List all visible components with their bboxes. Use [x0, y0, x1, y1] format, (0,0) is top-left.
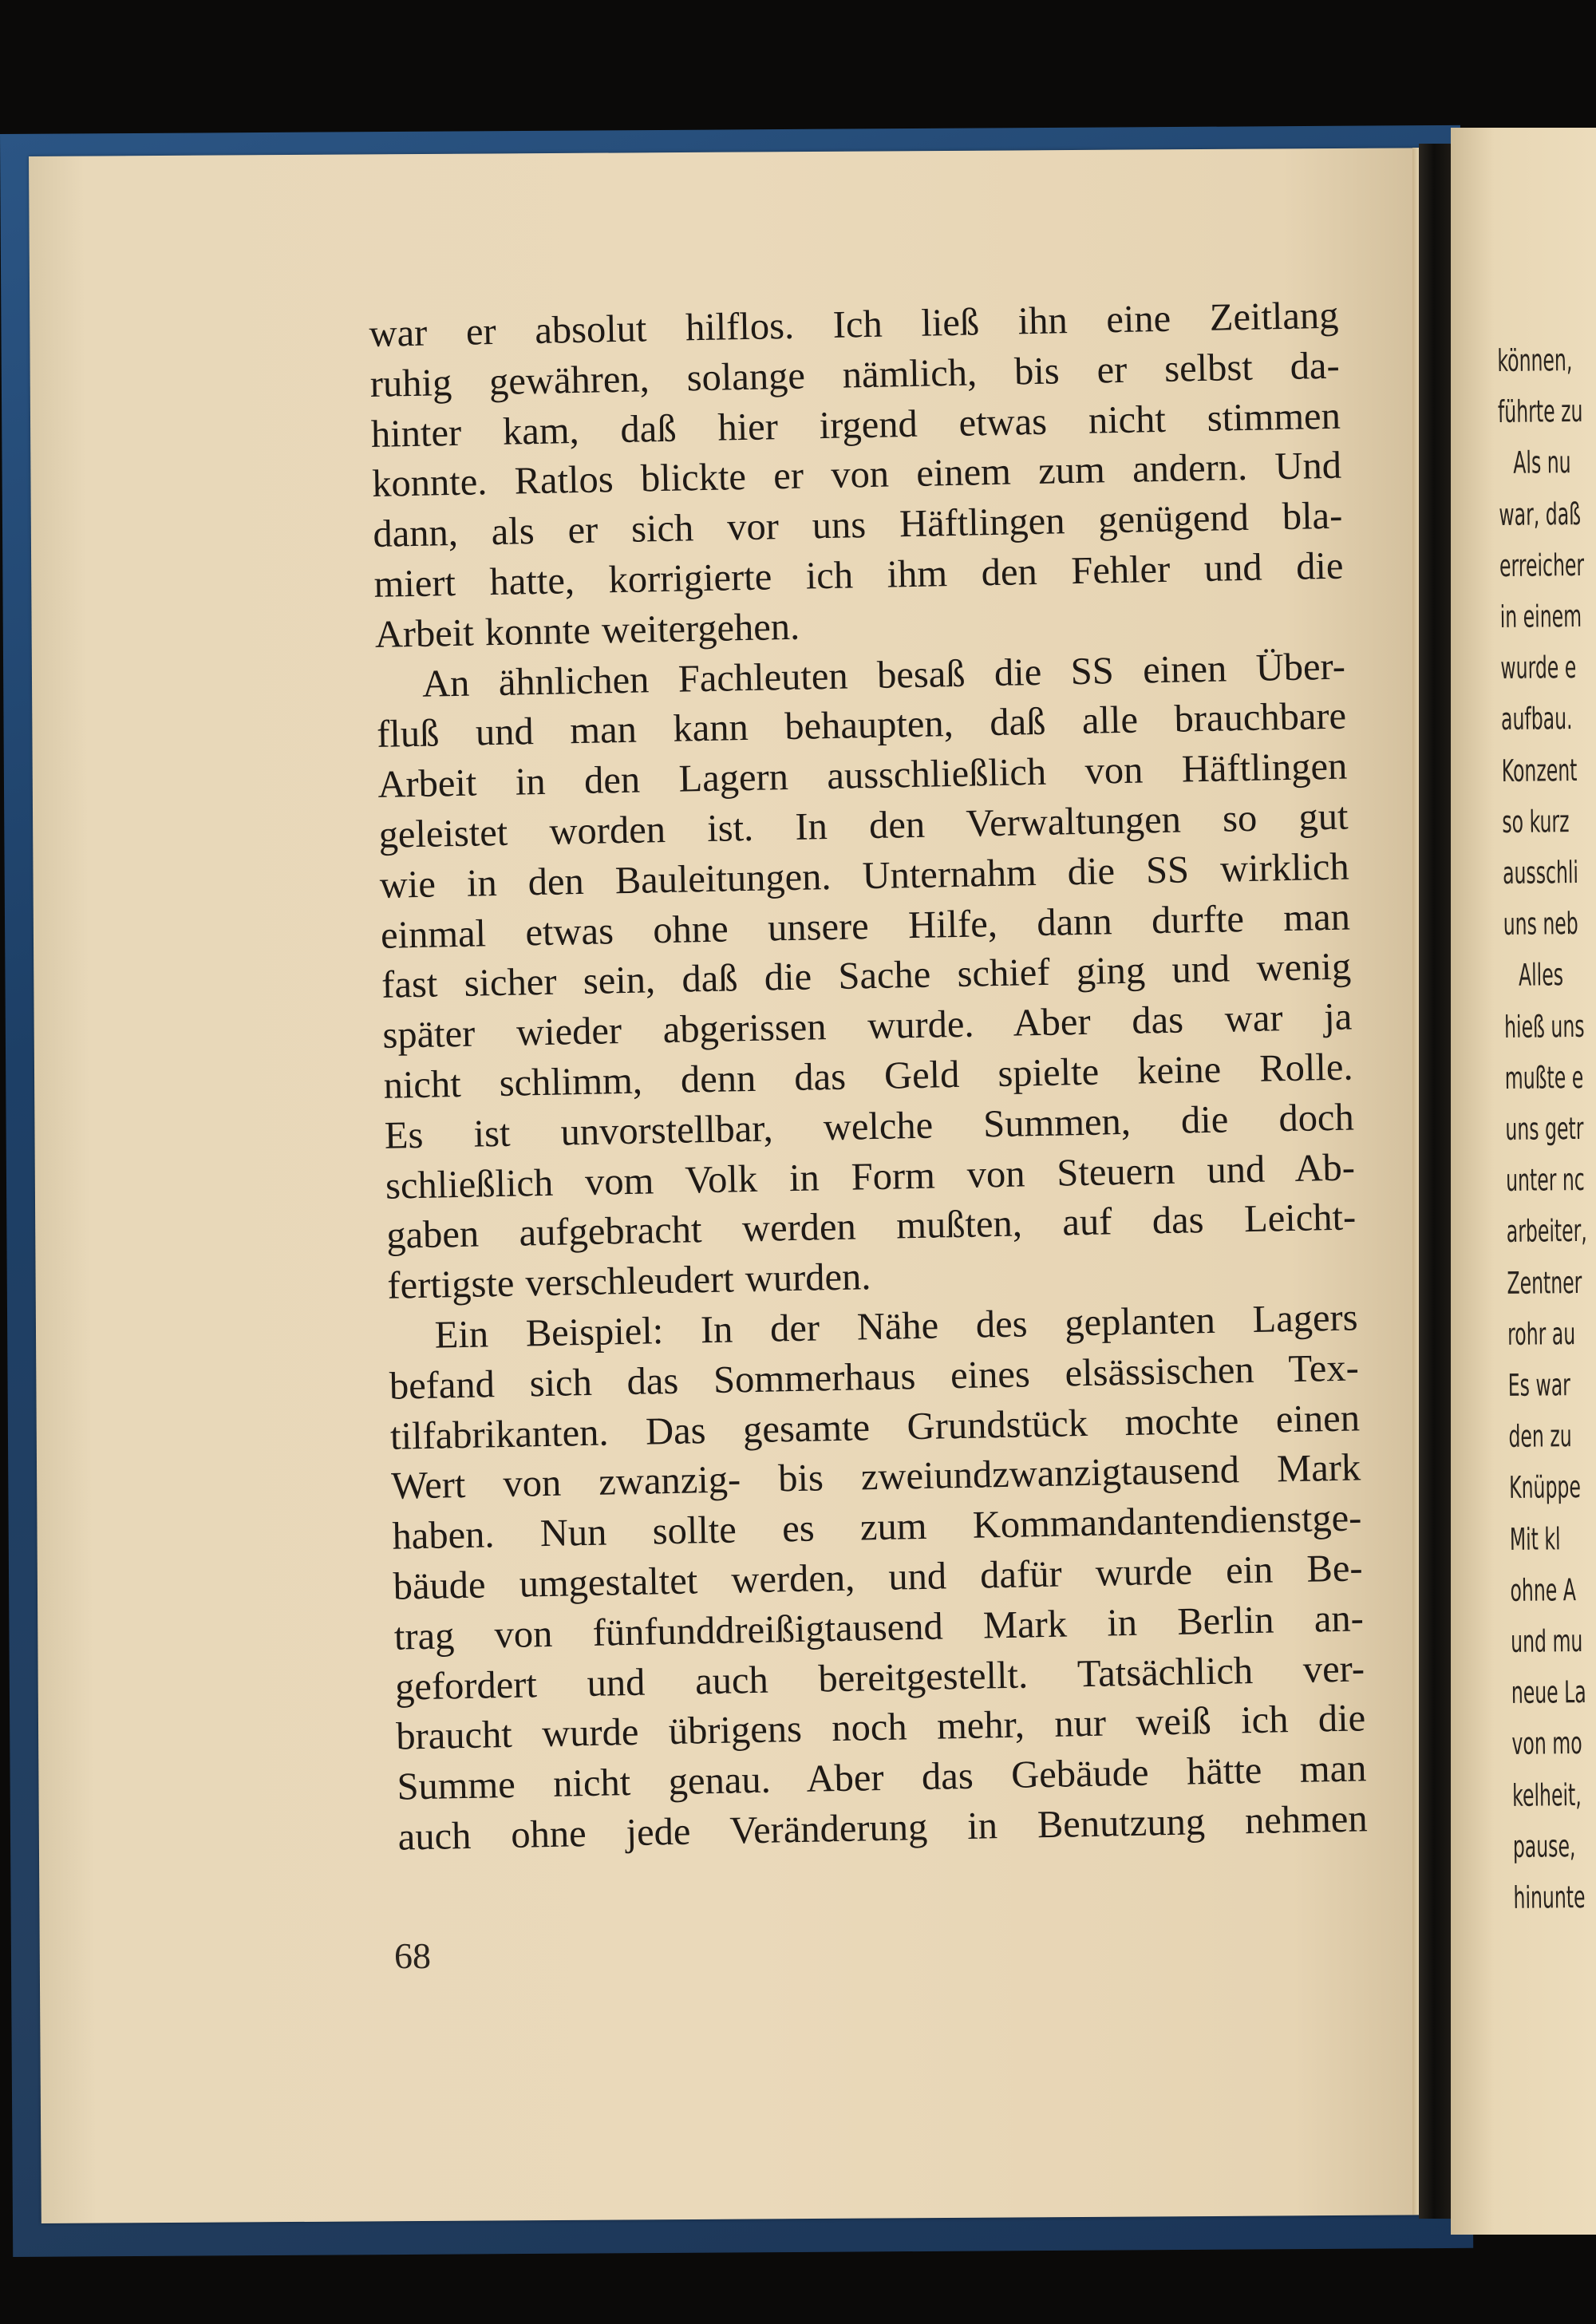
text-line: ruhig gewähren, solange nämlich, bis er selbst da- [369, 344, 1341, 405]
text-line: Summe nicht genau. Aber das Gebäude hätte man [397, 1747, 1367, 1808]
left-page-text [369, 291, 1368, 1864]
text-line: An ähnlichen Fachleuten besaß die SS einen Über- [421, 645, 1346, 706]
text-line: Arbeit konnte weitergehen. [374, 605, 800, 656]
text-line: wie in den Bauleitungen. Unternahm die SS wirklich [379, 845, 1350, 907]
right-page-line: Mit kl [1509, 1520, 1561, 1557]
text-line: Arbeit in den Lagern ausschließlich von Häftlingen [377, 745, 1348, 807]
text-line: gefordert und auch bereitgestellt. Tatsächlich ver- [394, 1646, 1365, 1709]
right-page-line: Es war [1507, 1367, 1571, 1403]
right-page-line: hieß uns [1503, 1008, 1585, 1045]
right-page-line: in einem [1499, 598, 1582, 634]
right-page-line: hinunte [1513, 1879, 1586, 1915]
right-page-line: pause, [1512, 1828, 1576, 1864]
text-line: später wieder abgerissen wurde. Aber das war ja [381, 995, 1353, 1057]
right-page-line: Zentner [1507, 1264, 1582, 1301]
text-line: miert hatte, korrigierte ich ihm den Fehler und die [373, 544, 1344, 606]
text-line: war er absolut hilflos. Ich ließ ihn eine Zeitlang [369, 294, 1339, 355]
text-line: konnte. Ratlos blickte er von einem zum andern. Und [371, 445, 1342, 506]
right-page-line: kelheit, [1511, 1777, 1582, 1813]
right-page-line: wurde e [1500, 650, 1577, 686]
right-page-line: Als nu [1513, 445, 1571, 481]
right-page-line: ausschli [1502, 855, 1579, 891]
right-page-line: Konzent [1501, 752, 1578, 788]
right-page-line: mußte e [1504, 1059, 1584, 1096]
book-gutter [1419, 144, 1452, 2219]
text-line: nicht schlimm, denn das Geld spielte keine Rolle. [383, 1045, 1353, 1107]
right-page-line: arbeiter, [1506, 1213, 1588, 1250]
text-line: auch ohne jede Veränderung in Benutzung nehmen [397, 1797, 1369, 1859]
right-page-line: den zu [1508, 1418, 1572, 1455]
text-line: Wert von zwanzig- bis zweiundzwanzigtausend Mark [390, 1446, 1361, 1508]
right-page-line: uns neb [1503, 906, 1578, 943]
text-line: Ein Beispiel: In der Nähe des geplanten Lagers [434, 1296, 1358, 1357]
text-line: braucht wurde übrigens noch mehr, nur weiß ich die [395, 1697, 1366, 1758]
text-line: geleistet worden ist. In den Verwaltungen so gut [378, 795, 1349, 856]
text-line: tilfabrikanten. Das gesamte Grundstück mochte einen [389, 1396, 1361, 1458]
right-page-line: so kurz [1502, 803, 1570, 840]
right-page-line: und mu [1510, 1623, 1583, 1659]
right-page-line: rohr au [1507, 1315, 1576, 1352]
right-page-line: ohne A [1510, 1571, 1577, 1608]
text-line: haben. Nun sollte es zum Kommandantendienstge- [392, 1496, 1362, 1558]
text-line: gaben aufgebracht werden mußten, auf das Leicht- [385, 1196, 1357, 1258]
right-page-line: führte zu [1497, 393, 1583, 430]
text-line: einmal etwas ohne unsere Hilfe, dann durfte man [380, 895, 1351, 957]
right-page-line: erreicher [1499, 547, 1585, 583]
text-line: schließlich vom Volk in Form von Steuern und Ab- [385, 1146, 1356, 1207]
text-line: hinter kam, daß hier irgend etwas nicht stimmen [370, 394, 1341, 456]
text-line: fertigste verschleudert wurden. [386, 1255, 871, 1307]
right-page-line: aufbau. [1500, 701, 1573, 737]
text-line: Es ist unvorstellbar, welche Summen, die doch [384, 1096, 1355, 1157]
text-line: fluß und man kann behaupten, daß alle brauchbare [376, 694, 1347, 757]
text-line: dann, als er sich vor uns Häftlingen genügend bla- [372, 494, 1343, 556]
text-line: befand sich das Sommerhaus eines elsässischen Tex- [389, 1346, 1360, 1408]
right-page-line: Alles [1518, 957, 1564, 994]
right-page-line: uns getr [1505, 1110, 1584, 1147]
text-line: trag von fünfunddreißigtausend Mark in Berlin an- [393, 1597, 1365, 1658]
right-page-line: von mo [1511, 1725, 1582, 1762]
right-page-line: unter nc [1505, 1162, 1585, 1199]
text-line: bäude umgestaltet werden, und dafür wurde ein Be- [393, 1547, 1364, 1608]
right-page-line: können, [1497, 342, 1573, 378]
right-page-line: Knüppe [1508, 1469, 1582, 1506]
text-line: fast sicher sein, daß die Sache schief ging und wenig [381, 945, 1352, 1007]
right-page-line: war, daß [1499, 496, 1582, 532]
page-number: 68 [394, 1935, 431, 1976]
right-page-line: neue La [1511, 1674, 1586, 1711]
